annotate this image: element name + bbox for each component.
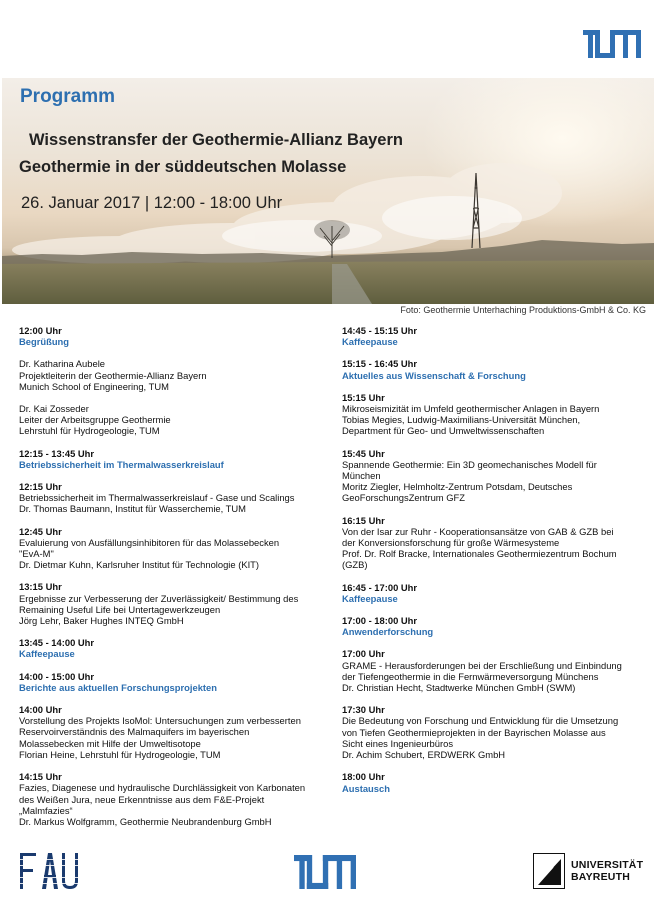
section-heading: Aktuelles aus Wissenschaft & Forschung	[342, 369, 526, 381]
slot-time: 13:15 Uhr	[19, 581, 62, 593]
section-heading: Berichte aus aktuellen Forschungsprojekten	[19, 681, 217, 693]
programm-heading: Programm	[20, 86, 116, 107]
program-column-right	[342, 325, 656, 805]
slot-time: 14:00 Uhr	[19, 704, 62, 716]
slot-line: Jörg Lehr, Baker Hughes INTEQ GmbH	[19, 615, 184, 627]
slot-line: Die Bedeutung von Forschung und Entwicklung für die Umsetzung	[342, 715, 619, 727]
event-subtitle: Geothermie in der süddeutschen Molasse	[19, 158, 347, 176]
slot-line: Lehrstuhl für Hydrogeologie, TUM	[19, 425, 160, 437]
slot-line: München	[342, 470, 381, 482]
slot-line: Department für Geo- und Umweltwissenschaften	[342, 425, 545, 437]
slot-time: 16:15 Uhr	[342, 514, 385, 526]
program-slot	[342, 358, 656, 380]
slot-line: Reservoirverständnis des Malmaquifers im bayerischen	[19, 726, 250, 738]
tum-logo-bottom	[294, 855, 356, 889]
tum-logo-top	[583, 30, 641, 58]
slot-time: 14:45 - 15:15 Uhr	[342, 325, 418, 336]
slot-line: Dr. Dietmar Kuhn, Karlsruher Institut für Technologie (KIT)	[19, 559, 260, 571]
program-slot	[19, 581, 334, 626]
program-slot	[19, 448, 334, 470]
event-title: Wissenstransfer der Geothermie-Allianz Bayern	[29, 131, 403, 149]
slot-line: "EvA-M"	[19, 548, 54, 560]
slot-line: Von der Isar zur Ruhr - Kooperationsansätze von GAB & GZB bei	[342, 525, 614, 537]
section-heading: Anwenderforschung	[342, 626, 434, 638]
slot-line: (GZB)	[342, 559, 368, 571]
slot-line: Betriebssicherheit im Thermalwasserkreislauf - Gase und Scalings	[19, 492, 295, 504]
ubt-emblem-icon	[533, 853, 565, 889]
slot-time: 12:00 Uhr	[19, 325, 62, 336]
slot-time: 15:15 - 16:45 Uhr	[342, 358, 418, 370]
slot-line: Vorstellung des Projekts IsoMol: Untersuchungen zum verbesserten	[19, 715, 301, 727]
section-heading: Begrüßung	[19, 336, 69, 348]
section-heading: Betriebssicherheit im Thermalwasserkreislauf	[19, 458, 224, 470]
program-slot	[342, 648, 656, 693]
ubt-wordmark	[571, 860, 643, 883]
ubt-line2: BAYREUTH	[571, 870, 630, 883]
section-heading: Austausch	[342, 782, 390, 794]
ubt-line1: UNIVERSITÄT	[571, 859, 644, 871]
slot-time: 16:45 - 17:00 Uhr	[342, 581, 418, 593]
hero-photo	[2, 78, 654, 304]
slot-line: GeoForschungsZentrum GFZ	[342, 492, 465, 504]
program-slot	[342, 771, 656, 793]
program-slot	[342, 582, 656, 604]
program-slot	[342, 704, 656, 760]
slot-time: 15:45 Uhr	[342, 447, 385, 459]
slot-time: 17:00 Uhr	[342, 648, 385, 660]
slot-line: Dr. Achim Schubert, ERDWERK GmbH	[342, 749, 506, 761]
slot-line: Molassebecken mit Hilfe der Umweltisotope	[19, 737, 201, 749]
slot-time: 17:00 - 18:00 Uhr	[342, 615, 418, 627]
slot-line: Dr. Markus Wolfgramm, Geothermie Neubrandenburg GmbH	[19, 815, 272, 827]
slot-time: 12:15 Uhr	[19, 481, 62, 493]
slot-line: Dr. Christian Hecht, Stadtwerke München GmbH (SWM)	[342, 682, 576, 694]
slot-time: 14:00 - 15:00 Uhr	[19, 670, 95, 682]
slot-line: Moritz Ziegler, Helmholtz-Zentrum Potsdam, Deutsches	[342, 481, 573, 493]
slot-line: Tobias Megies, Ludwig-Maximilians-Universität München,	[342, 414, 581, 426]
program-slot	[19, 325, 334, 347]
slot-line: des Weißen Jura, neue Erkenntnisse aus dem F&E-Projekt	[19, 793, 265, 805]
slot-line: Sicht eines Ingenieurbüros	[342, 737, 454, 749]
slot-line: Remaining Useful Life bei Untertagewerkzeugen	[19, 603, 221, 615]
program-slot	[19, 481, 334, 515]
slot-line: GRAME - Herausforderungen bei der Erschließung und Einbindung	[342, 659, 622, 671]
program-slot	[19, 403, 334, 437]
slot-line: Dr. Kai Zosseder	[19, 403, 89, 415]
program-slot	[19, 358, 334, 392]
section-heading: Kaffeepause	[19, 648, 75, 660]
program-slot	[19, 526, 334, 571]
slot-line: der Konversionsforschung für große Wärmesysteme	[342, 537, 560, 549]
section-heading: Kaffeepause	[342, 592, 398, 604]
slot-line: Prof. Dr. Rolf Bracke, Internationales Geothermiezentrum Bochum	[342, 548, 617, 560]
slot-time: 17:30 Uhr	[342, 704, 385, 716]
program-column-left	[19, 325, 334, 838]
slot-line: von Tiefen Geothermieprojekten in der Bayrischen Molasse aus	[342, 726, 606, 738]
section-heading: Kaffeepause	[342, 336, 398, 348]
slot-time: 13:45 - 14:00 Uhr	[19, 637, 95, 649]
slot-line: Projektleiterin der Geothermie-Allianz Bayern	[19, 369, 207, 381]
slot-time: 18:00 Uhr	[342, 771, 385, 783]
slot-line: „Malmfazies“	[19, 804, 73, 816]
slot-time: 15:15 Uhr	[342, 391, 385, 403]
slot-time: 12:45 Uhr	[19, 525, 62, 537]
slot-time: 12:15 - 13:45 Uhr	[19, 447, 95, 459]
program-slot	[19, 771, 334, 827]
slot-line: Mikroseismizität im Umfeld geothermischer Anlagen in Bayern	[342, 403, 600, 415]
photo-credit: Foto: Geothermie Unterhaching Produktions-GmbH & Co. KG	[400, 305, 646, 315]
program-slot	[342, 448, 656, 504]
program-slot	[342, 392, 656, 437]
program-slot	[19, 637, 334, 659]
hero-banner	[2, 78, 654, 304]
slot-line: Munich School of Engineering, TUM	[19, 380, 169, 392]
ubt-logo	[533, 853, 645, 889]
slot-line: Dr. Katharina Aubele	[19, 358, 105, 370]
slot-time: 14:15 Uhr	[19, 771, 62, 783]
event-date: 26. Januar 2017 | 12:00 - 18:00 Uhr	[21, 194, 283, 212]
slot-line: der Tiefengeothermie in die Fernwärmeversorgung Münchens	[342, 670, 599, 682]
fau-logo	[20, 853, 78, 889]
program-slot	[342, 615, 656, 637]
program-slot	[342, 515, 656, 571]
program-slot	[19, 704, 334, 760]
slot-line: Fazies, Diagenese und hydraulische Durchlässigkeit von Karbonaten	[19, 782, 306, 794]
slot-line: Leiter der Arbeitsgruppe Geothermie	[19, 414, 171, 426]
slot-line: Ergebnisse zur Verbesserung der Zuverlässigkeit/ Bestimmung des	[19, 592, 299, 604]
program-slot	[19, 671, 334, 693]
slot-line: Spannende Geothermie: Ein 3D geomechanisches Modell für	[342, 458, 597, 470]
slot-line: Evaluierung von Ausfällungsinhibitoren für das Molassebecken	[19, 536, 280, 548]
program-slot	[342, 325, 656, 347]
slot-line: Dr. Thomas Baumann, Institut für Wasserchemie, TUM	[19, 503, 246, 515]
slot-line: Florian Heine, Lehrstuhl für Hydrogeologie, TUM	[19, 748, 221, 760]
